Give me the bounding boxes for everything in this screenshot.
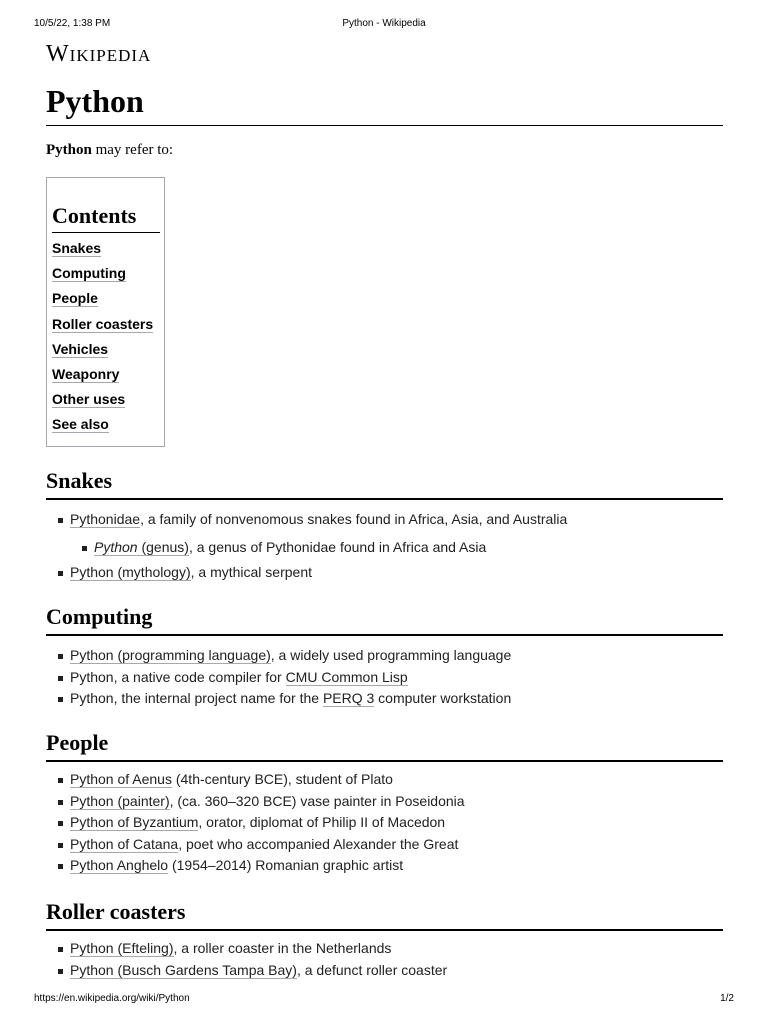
toc-link[interactable]: People <box>52 290 98 307</box>
list-item <box>46 667 723 689</box>
print-footer <box>0 993 768 1007</box>
list-item-text: , a genus of Pythonidae found in Africa and Asia <box>188 538 487 555</box>
section-list-roller-coasters <box>46 938 723 981</box>
list-item-text: (4th-century BCE), student of Plato <box>171 771 393 787</box>
toc-link[interactable]: Vehicles <box>52 340 109 357</box>
section-heading-people: People <box>46 728 723 762</box>
section-list-snakes <box>46 509 723 584</box>
list-item <box>46 509 723 531</box>
toc-item-snakes[interactable] <box>52 240 153 265</box>
python-anghelo-link[interactable]: Python Anghelo <box>70 857 169 873</box>
section-heading-roller-coasters: Roller coasters <box>46 897 723 931</box>
list-item <box>46 960 723 982</box>
section-snakes <box>46 466 723 584</box>
print-header <box>0 18 768 32</box>
python-programming-language-link[interactable]: Python (programming language) <box>70 647 271 663</box>
python-mythology-link[interactable]: Python (mythology) <box>70 564 191 580</box>
python-efteling-link[interactable]: Python (Efteling) <box>70 940 174 956</box>
section-heading-snakes: Snakes <box>46 466 723 500</box>
section-roller-coasters <box>46 897 723 981</box>
print-page-number: 1/2 <box>720 993 734 1004</box>
page-title: Python <box>46 80 723 126</box>
toc-link[interactable]: See also <box>52 416 109 433</box>
python-of-byzantium-link[interactable]: Python of Byzantium <box>70 814 199 830</box>
link-text: (genus) <box>137 538 189 555</box>
python-painter-link[interactable]: Python (painter) <box>70 792 170 809</box>
pythonidae-link[interactable]: Pythonidae <box>70 511 141 527</box>
toc-link[interactable]: Snakes <box>52 240 102 256</box>
list-item-text: , orator, diplomat of Philip II of Macedon <box>198 814 446 830</box>
intro-text <box>46 142 173 159</box>
list-item-text: (1954–2014) Romanian graphic artist <box>168 857 404 873</box>
list-item-text: , a defunct roller coaster <box>296 961 448 978</box>
list-item-text: , a family of nonvenomous snakes found in Africa, Asia, and Australia <box>140 511 568 527</box>
python-genus-link[interactable] <box>94 539 189 556</box>
list-item <box>46 537 723 559</box>
list-item <box>46 812 723 834</box>
list-item-text: , poet who accompanied Alexander the Great <box>178 835 459 852</box>
list-item <box>46 791 723 813</box>
list-item <box>46 562 723 584</box>
toc-link[interactable]: Other uses <box>52 391 126 408</box>
toc-item-see-also[interactable] <box>52 416 153 441</box>
list-item-pre-text: Python, the internal project name for the <box>70 690 323 706</box>
section-list-computing <box>46 645 723 710</box>
print-url: https://en.wikipedia.org/wiki/Python <box>34 993 190 1004</box>
print-date: 10/5/22, 1:38 PM <box>34 18 111 29</box>
toc-link[interactable]: Computing <box>52 265 126 282</box>
toc-link[interactable]: Weaponry <box>52 365 120 382</box>
list-item <box>46 834 723 856</box>
toc-item-other-uses[interactable] <box>52 391 153 416</box>
toc-item-computing[interactable] <box>52 265 153 290</box>
python-busch-gardens-link[interactable]: Python (Busch Gardens Tampa Bay) <box>70 961 297 978</box>
intro-rest: may refer to: <box>91 142 174 158</box>
link-italic-text: Python <box>94 538 138 555</box>
list-item-text: , a widely used programming language <box>270 647 512 663</box>
toc-list <box>52 240 153 442</box>
perq-3-link[interactable]: PERQ 3 <box>322 690 375 706</box>
section-heading-computing: Computing <box>46 602 723 636</box>
list-item <box>46 688 723 710</box>
list-item <box>46 938 723 960</box>
list-item-text: , (ca. 360–320 BCE) vase painter in Poseidonia <box>169 792 465 809</box>
list-item-text: , a mythical serpent <box>190 564 312 580</box>
list-item <box>46 855 723 877</box>
print-title: Python - Wikipedia <box>342 18 426 29</box>
wikipedia-logo[interactable]: Wikipedia <box>46 41 152 67</box>
list-item <box>46 645 723 667</box>
section-list-people <box>46 769 723 877</box>
toc-item-roller-coasters[interactable] <box>52 316 153 341</box>
list-item-pre-text: Python, a native code compiler for <box>70 668 286 685</box>
toc-title: Contents <box>52 202 160 233</box>
list-item-text: computer workstation <box>374 690 512 706</box>
toc-link[interactable]: Roller coasters <box>52 315 154 332</box>
python-of-aenus-link[interactable]: Python of Aenus <box>70 771 172 787</box>
table-of-contents <box>46 177 165 447</box>
toc-item-people[interactable] <box>52 290 153 315</box>
section-people <box>46 728 723 877</box>
toc-item-weaponry[interactable] <box>52 366 153 391</box>
section-computing <box>46 602 723 710</box>
list-item <box>46 769 723 791</box>
intro-bold: Python <box>46 142 92 158</box>
python-of-catana-link[interactable]: Python of Catana <box>70 835 179 852</box>
cmu-common-lisp-link[interactable]: CMU Common Lisp <box>285 668 408 685</box>
list-item-text: , a roller coaster in the Netherlands <box>173 940 392 956</box>
toc-item-vehicles[interactable] <box>52 341 153 366</box>
